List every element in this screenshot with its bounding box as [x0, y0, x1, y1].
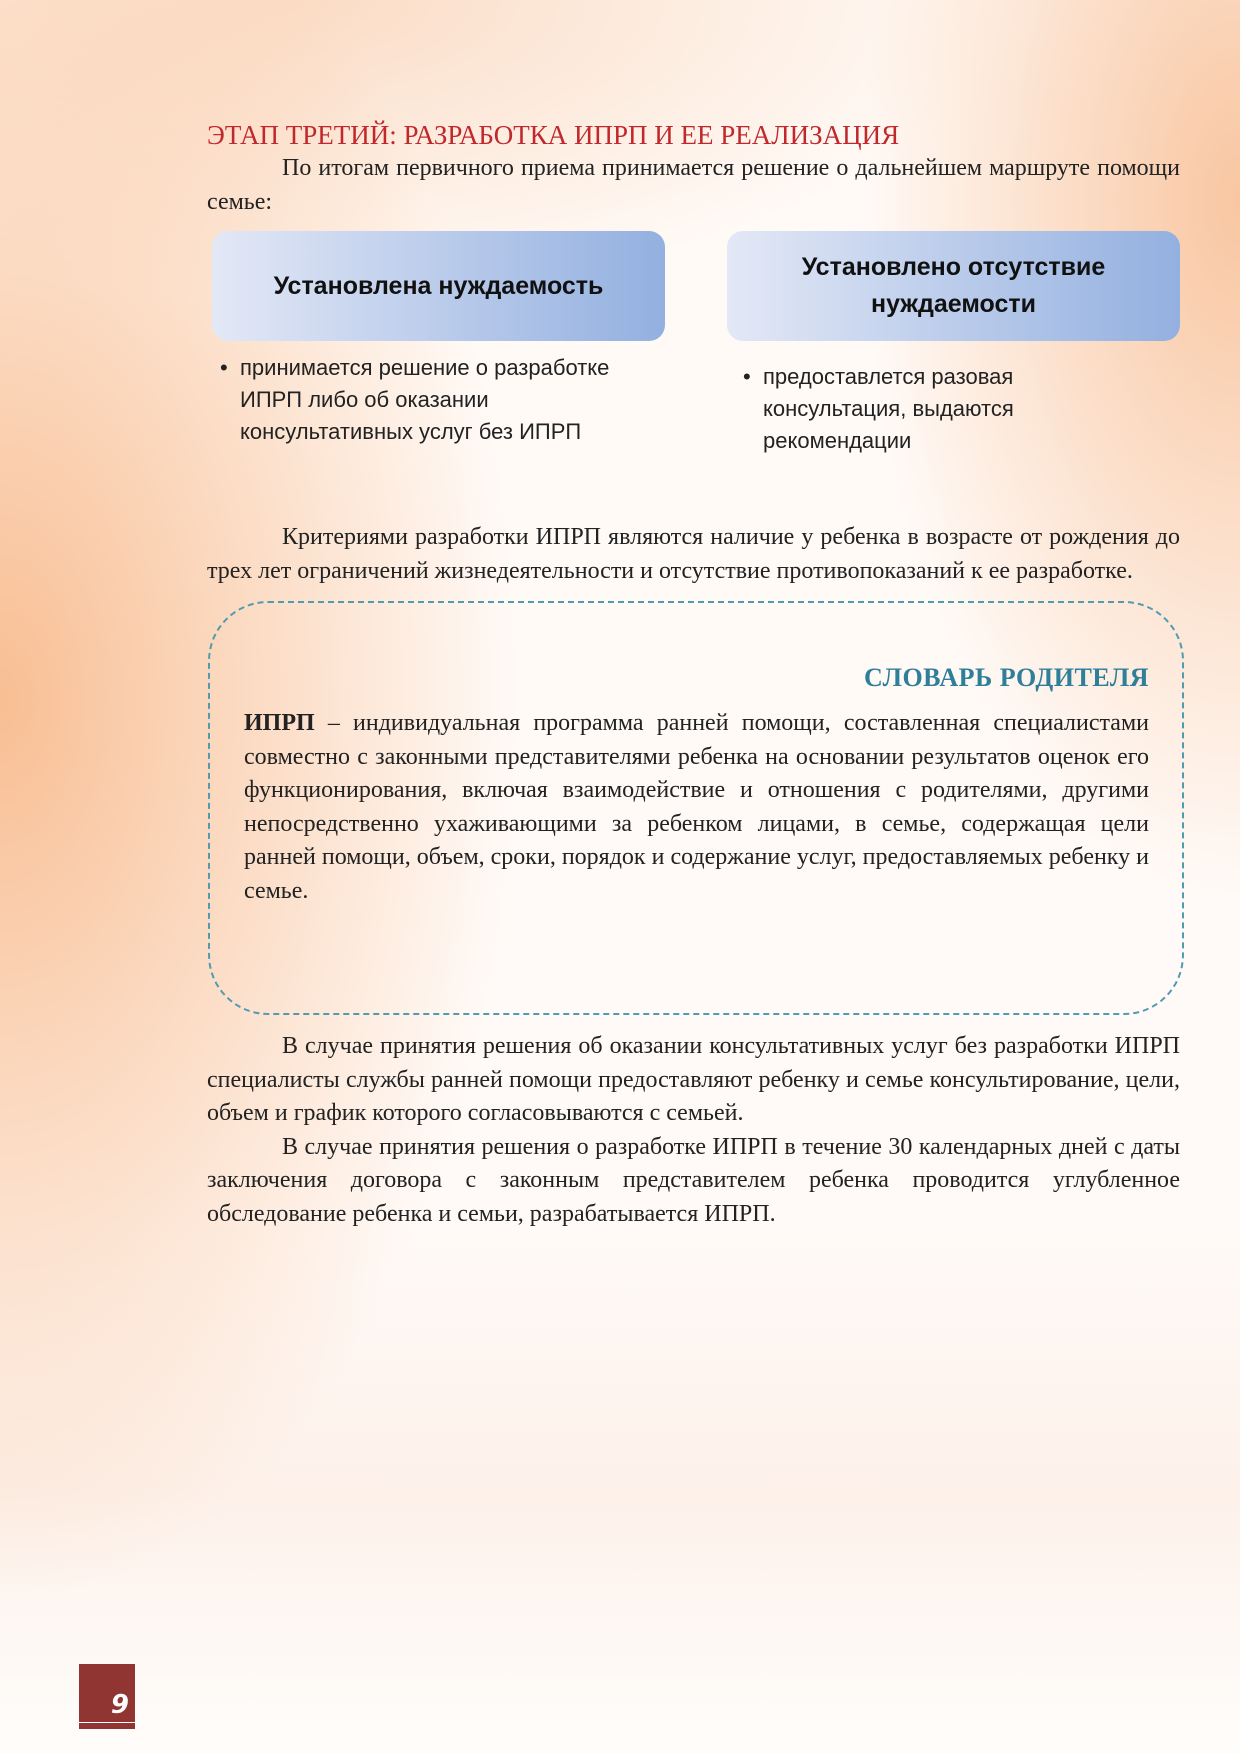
page-number-underline — [79, 1723, 135, 1729]
option-bullet: • принимается решение о разработке ИПРП либо об оказании консультативных услуг без ИПРП — [220, 352, 620, 448]
option-title: Установлена нуждаемость — [273, 271, 604, 300]
option-no-need — [727, 231, 1180, 481]
iprp-text: В случае принятия решения о разработке ИПРП в течение 30 календарных дней с даты заключения договора с законным представителем ребенка проводится углубленное обследование ребенка и семьи, разрабатывается ИПРП. — [207, 1133, 1180, 1227]
page-number: 9 — [110, 1690, 129, 1720]
criteria-paragraph — [207, 521, 1180, 588]
section-heading: ЭТАП ТРЕТИЙ: РАЗРАБОТКА ИПРП И ЕЕ РЕАЛИЗАЦИЯ — [207, 120, 900, 150]
route-options — [207, 231, 1180, 481]
page-content — [207, 118, 1180, 1231]
criteria-text: Критериями разработки ИПРП являются наличие у ребенка в возрасте от рождения до трех лет ограничений жизнедеятельности и отсутствие противопоказаний к ее разработке. — [207, 524, 1180, 584]
glossary-text: – индивидуальная программа ранней помощи, составленная специалистами совместно с законными представителями ребенка на основании результатов оценок его функционирования, включая взаимодействие и отношения с родителями, другими непосредственно ухаживающими за ребенком лицами, в семье, содержащая цели ранней помощи, объем, сроки, порядок и содержание услуг, предоставляемых ребенку и семье. — [244, 710, 1149, 904]
iprp-paragraph — [207, 1131, 1180, 1232]
option-box — [212, 231, 665, 341]
option-title: Установлено отсутствие нуждаемости — [801, 253, 1106, 318]
glossary-term: ИПРП — [244, 710, 315, 736]
consult-paragraph — [207, 1030, 1180, 1131]
intro-text: По итогам первичного приема принимается решение о дальнейшем маршруте помощи семье: — [207, 155, 1180, 215]
glossary-box — [208, 601, 1184, 1015]
consult-text: В случае принятия решения об оказании консультативных услуг без разработки ИПРП специалисты службы ранней помощи предоставляют ребенку и семье консультирование, цели, объем и график которого согласовываются с семьей. — [207, 1033, 1180, 1126]
option-box — [727, 231, 1180, 341]
page-number-badge — [79, 1664, 135, 1722]
option-need-established — [212, 231, 665, 481]
glossary-heading: СЛОВАРЬ РОДИТЕЛЯ — [863, 663, 1149, 692]
option-bullet: • предоставлется разовая консультация, выдаются рекомендации — [743, 361, 1123, 457]
intro-paragraph — [207, 152, 1180, 219]
glossary-definition — [244, 707, 1149, 908]
